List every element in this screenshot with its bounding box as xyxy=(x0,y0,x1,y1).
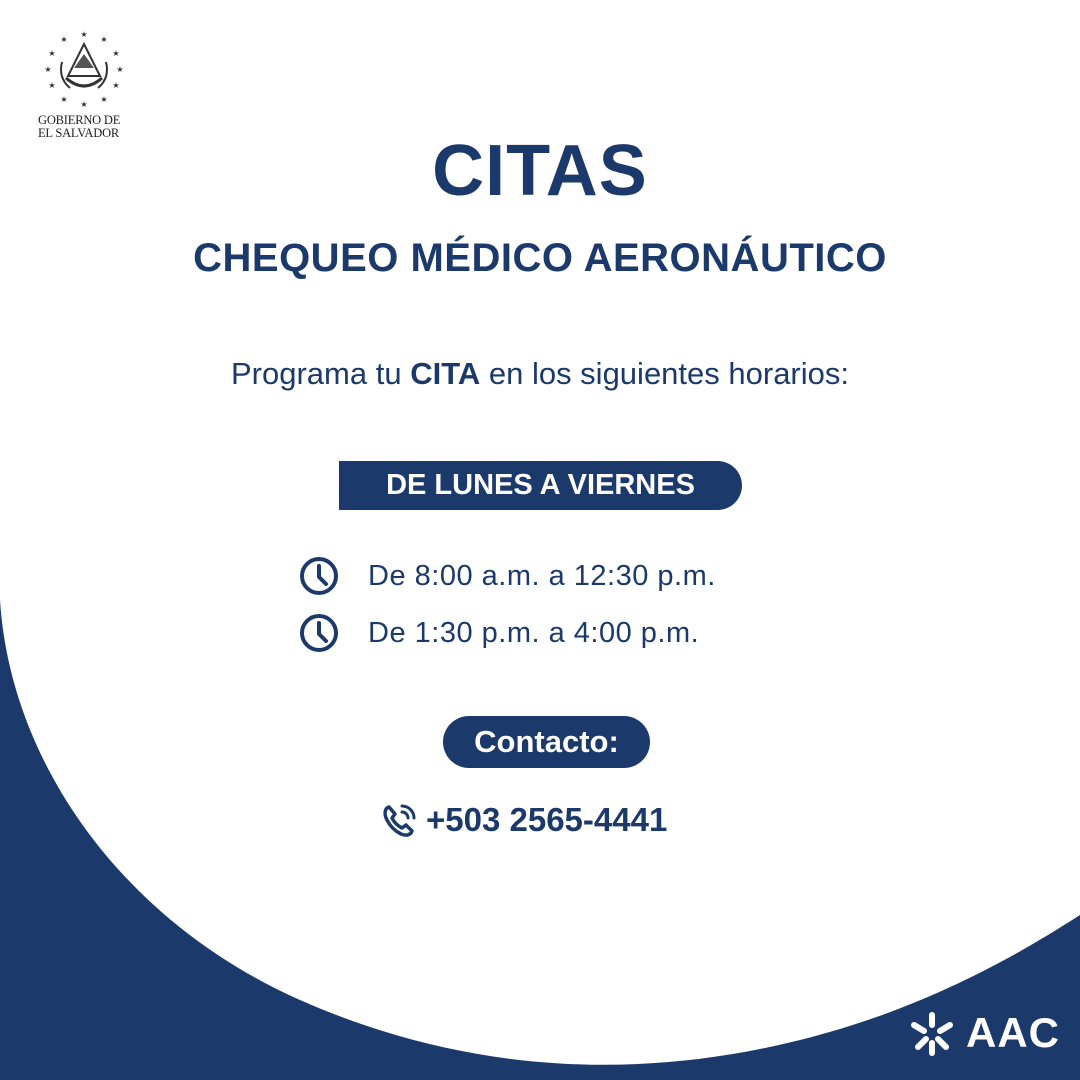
intro-after: en los siguientes horarios: xyxy=(480,356,849,391)
schedule-text: De 1:30 p.m. a 4:00 p.m. xyxy=(368,616,700,649)
schedule-text: De 8:00 a.m. a 12:30 p.m. xyxy=(368,559,716,592)
aac-logo xyxy=(906,1008,1060,1058)
aac-logo-text: AAC xyxy=(966,1009,1060,1056)
contact-label: Contacto: xyxy=(474,724,619,759)
page-subtitle: CHEQUEO MÉDICO AERONÁUTICO xyxy=(193,236,887,280)
svg-text:★: ★ xyxy=(44,65,52,74)
intro-bold: CITA xyxy=(410,356,481,391)
svg-text:★: ★ xyxy=(48,81,56,90)
phone-contact[interactable] xyxy=(378,798,667,842)
seal-line-2: EL SALVADOR xyxy=(38,126,120,140)
svg-text:★: ★ xyxy=(60,35,68,44)
clock-icon xyxy=(298,555,340,597)
schedule-item xyxy=(298,612,699,654)
svg-text:★: ★ xyxy=(80,100,88,108)
seal-line-1: GOBIERNO DE xyxy=(38,113,121,127)
svg-text:★: ★ xyxy=(112,49,120,58)
aac-mark-icon xyxy=(906,1007,958,1059)
phone-icon xyxy=(378,798,422,842)
svg-text:★: ★ xyxy=(48,49,56,58)
contact-badge xyxy=(443,716,650,768)
intro-before: Programa tu xyxy=(231,356,411,391)
svg-text:★: ★ xyxy=(80,30,88,39)
svg-text:★: ★ xyxy=(112,81,120,90)
coat-of-arms-icon xyxy=(44,28,124,108)
svg-text:★: ★ xyxy=(100,95,108,104)
svg-text:★: ★ xyxy=(60,95,68,104)
government-seal xyxy=(36,28,132,140)
page-title: CITAS xyxy=(432,131,648,211)
days-label: DE LUNES A VIERNES xyxy=(386,469,695,501)
intro-text xyxy=(0,356,1080,392)
schedule-item xyxy=(298,555,716,597)
clock-icon xyxy=(298,612,340,654)
phone-number: +503 2565-4441 xyxy=(426,801,668,838)
days-badge xyxy=(339,461,742,510)
svg-text:★: ★ xyxy=(100,35,108,44)
svg-text:★: ★ xyxy=(116,65,124,74)
